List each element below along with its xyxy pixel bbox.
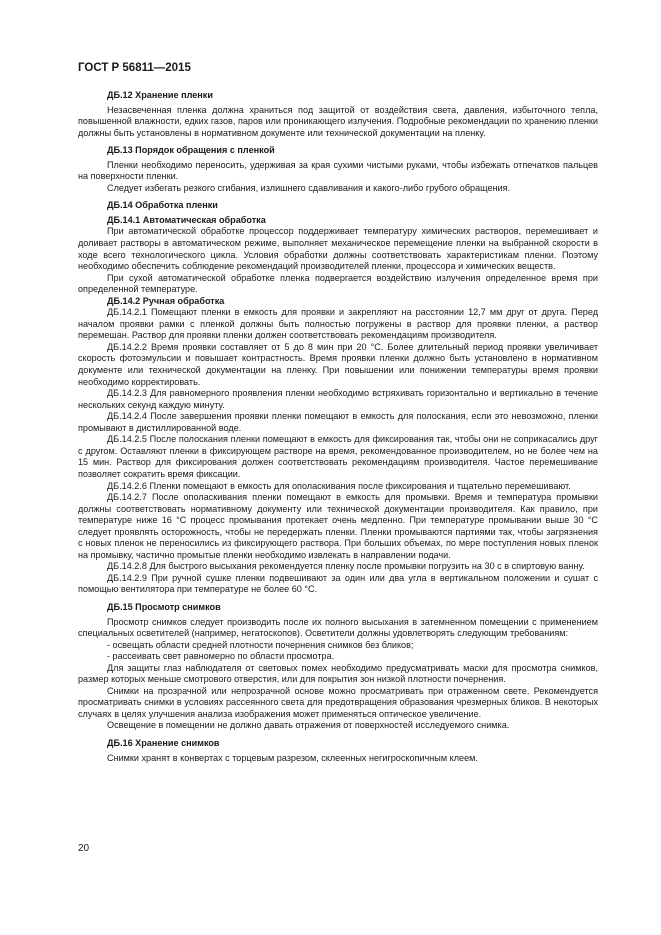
paragraph: ДБ.14.2.7 После ополаскивания пленки помещают в емкость для промывки. Время и температура промывки должны соответствовать нормативному документу или технической документации производителя. Как правило, при температуре ниже 16 °С процесс промывания протекает очень медленно. При температуре промывании выше 30 °С следует проявлять осторожность, чтобы не передержать пленки. Пленки промываются партиями так, чтобы загрязнения с новых пленок не переносились из фиксирующего раствора. При больших объемах, по мере поступления новых пленок на промывку, частично промытые пленки необходимо извлекать в направлении подачи. [78,492,598,560]
page-number: 20 [78,843,90,854]
paragraph: Освещение в помещении не должно давать отражения от поверхностей исследуемого снимка. [107,720,510,731]
section-title-db13: ДБ.13 Порядок обращения с пленкой [107,145,275,156]
paragraph: Незасвеченная пленка должна храниться под защитой от воздействия света, давления, избыточного тепла, повышенной влажности, едких газов, паров или проникающего излучения. Подробные рекомендации по хранению пленки должны быть установлены в нормативном документе или технической документации на пленку. [78,104,598,138]
paragraph: Следует избегать резкого сгибания, излишнего сдавливания и какого-либо грубого обращения. [107,182,511,193]
document-body [78,90,598,764]
paragraph: ДБ.14.2.2 Время проявки составляет от 5 до 8 мин при 20 °С. Более длительный период проявки увеличивает скорость фотоэмульсии и повышает контрастность. Время проявки пленки должно быть установлено в нормативном документе или технической документации на пленку. При повышении или понижении температуры время проявки необходимо корректировать. [78,341,598,387]
section-title-db14: ДБ.14 Обработка пленки [107,200,218,211]
paragraph: ДБ.14.2.5 После полоскания пленки помещают в емкость для фиксирования так, чтобы они не соприкасались друг с другом. Оставляют пленки в фиксирующем растворе на время, рекомендованное производителем, но не более чем на 15 мин. Раствор для фиксирования должен соответствовать рекомендациям производителя. Частое перемешивание позволяет сократить время фиксации. [78,434,598,479]
paragraph: Снимки на прозрачной или непрозрачной основе можно просматривать при отраженном свете. Рекомендуется просматривать снимки в условиях рассеянного света для предотвращения образования чрезмерных бликов. В некоторых случаях в целях улучшения анализа изображения может применяться оптическое увеличение. [78,685,598,719]
paragraph: ДБ.14.2.3 Для равномерного проявления пленки необходимо встряхивать горизонтально и вертикально в течение нескольких секунд каждую минуту. [78,388,598,410]
paragraph: ДБ.14.2.8 Для быстрого высыхания рекомендуется пленку после промывки погрузить на 30 с в спиртовую ванну. [107,561,585,572]
document-code: ГОСТ Р 56811—2015 [78,62,191,74]
paragraph: При сухой автоматической обработке пленка подвергается воздействию излучения определенное время при определенной температуре. [78,272,598,295]
paragraph: ДБ.14.2.4 После завершения проявки пленки помещают в емкость для полоскания, если это невозможно, пленки промывают в дистиллированной воде. [78,411,598,433]
subsection-title-db14-1: ДБ.14.1 Автоматическая обработка [107,214,266,225]
paragraph: ДБ.14.2.9 При ручной сушке пленки подвешивают за один или два угла в вертикальном положении и сушат с помощью вентилятора при температуре не более 60 °С. [78,572,598,595]
paragraph: Пленки необходимо переносить, удерживая за края сухими чистыми руками, чтобы избежать отпечатков пальцев на поверхности пленки. [78,159,598,182]
paragraph: Просмотр снимков следует производить после их полного высыхания в затемненном помещении с применением специальных осветителей (например, негатоскопов). Осветители должны удовлетворять следующим требованиям: [78,616,598,639]
list-item: - рассеивать свет равномерно по области просмотра. [107,651,335,662]
section-title-db16: ДБ.16 Хранение снимков [107,737,220,748]
section-title-db12: ДБ.12 Хранение пленки [107,90,213,100]
paragraph: Снимки хранят в конвертах с торцевым разрезом, склеенных негигроскопичным клеем. [107,752,478,763]
list-item: - освещать области средней плотности почернения снимков без бликов; [107,639,414,650]
paragraph: Для защиты глаз наблюдателя от световых помех необходимо предусматривать маски для просмотра снимков, размер которых меньше смотрового отверстия, или для покрытия зон низкой плотности почернения. [78,662,598,685]
subsection-title-db14-2: ДБ.14.2 Ручная обработка [107,295,225,306]
paragraph: ДБ.14.2.6 Пленки помещают в емкость для ополаскивания после фиксирования и тщательно перемешивают. [107,480,571,491]
paragraph: ДБ.14.2.1 Помещают пленки в емкость для проявки и закрепляют на расстоянии 12,7 мм друг от друга. Перед началом проявки рамки с пленкой должны быть полностью погружены в раствор для проявки пленки, а раствор перемешан. Раствор для проявки пленки должен соответствовать рекомендациям производителя. [78,307,598,341]
section-title-db15: ДБ.15 Просмотр снимков [107,601,221,612]
paragraph: При автоматической обработке процессор поддерживает температуру химических растворов, перемешивает и доливает растворы в автоматическом режиме, выполняет механическое перемещение пленки на выбранной скорости в ходе всего технологического цикла. Условия обработки должны соответствовать характеристикам пленки. Поэтому необходимо обеспечить соблюдение рекомендаций производителей пленки, процессора и химических веществ. [78,226,598,272]
